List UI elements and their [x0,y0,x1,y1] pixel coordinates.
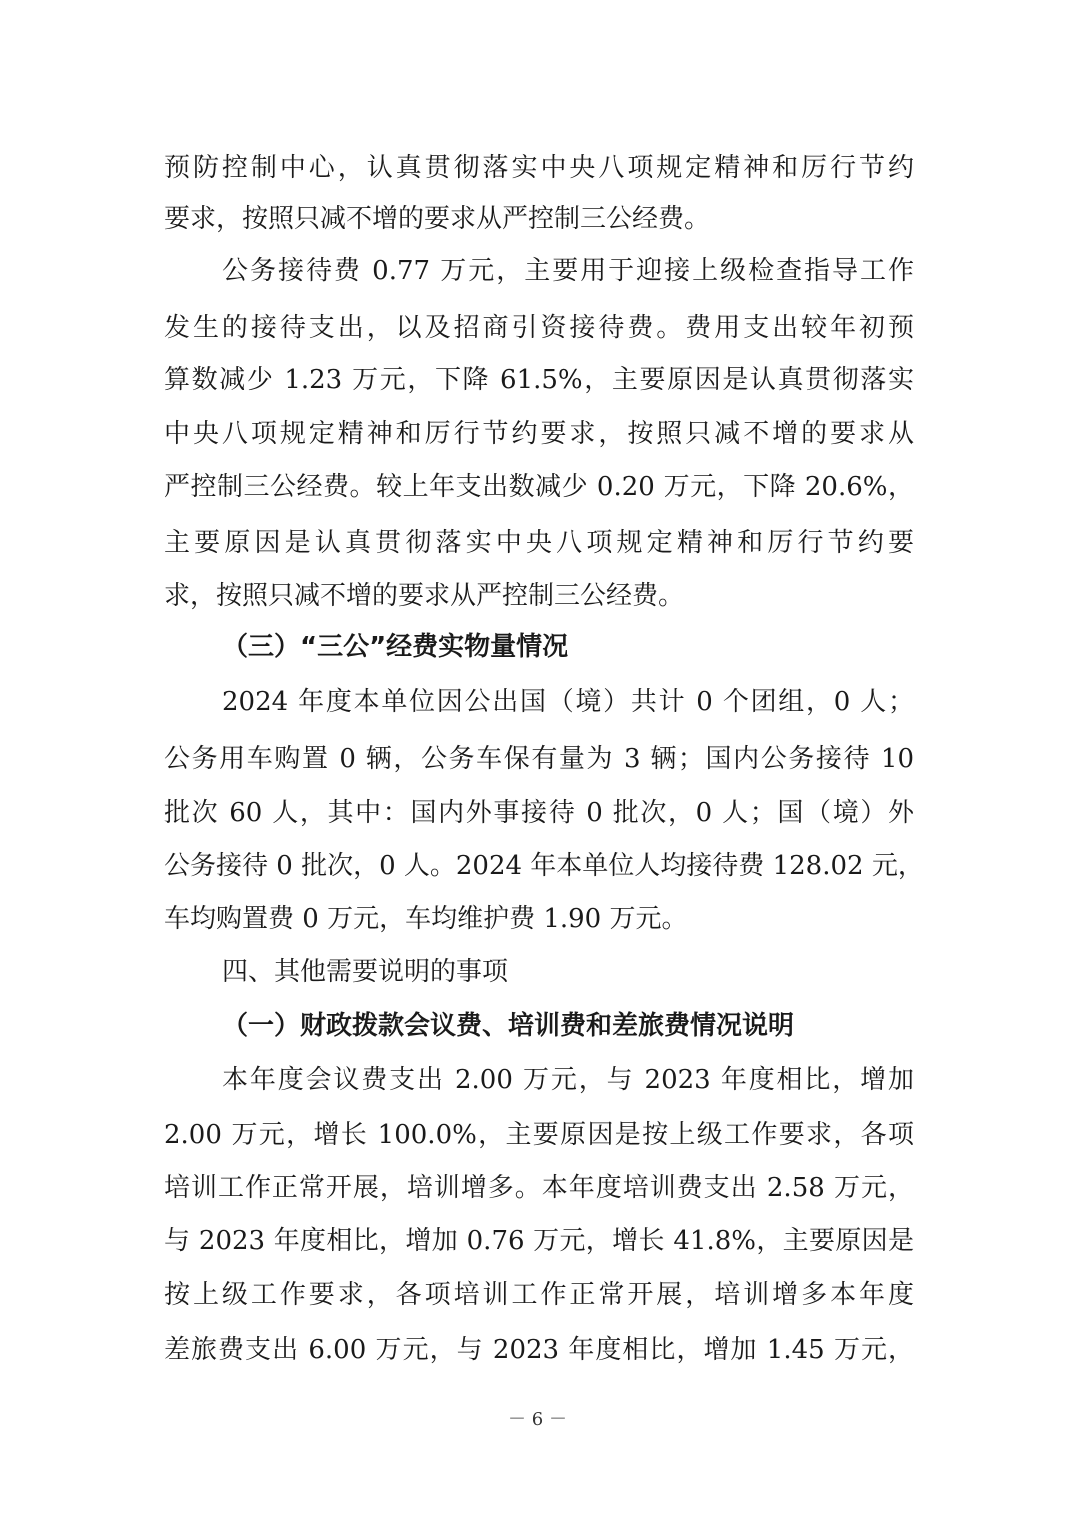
body-text-line: 严控制三公经费。较上年支出数减少 0.20 万元，下降 20.6%， [164,472,914,502]
body-text-line: 车均购置费 0 万元，车均维护费 1.90 万元。 [164,904,688,934]
body-text-line: 批次 60 人，其中：国内外事接待 0 批次，0 人；国（境）外 [164,798,914,828]
body-text-line: 预防控制中心，认真贯彻落实中央八项规定精神和厉行节约 [164,153,914,183]
body-text-line: 中央八项规定精神和厉行节约要求，按照只减不增的要求从 [164,419,914,449]
body-text-line: 求，按照只减不增的要求从严控制三公经费。 [164,581,685,611]
body-text-line: 公务用车购置 0 辆，公务车保有量为 3 辆；国内公务接待 10 [164,744,914,774]
section-heading: 四、其他需要说明的事项 [222,957,509,987]
section-heading: （一）财政拨款会议费、培训费和差旅费情况说明 [222,1011,795,1041]
body-text-line: 算数减少 1.23 万元，下降 61.5%，主要原因是认真贯彻落实 [164,365,914,395]
body-text-line: 2024 年度本单位因公出国（境）共计 0 个团组，0 人； [222,687,914,717]
page-number: － 6 － [508,1409,567,1430]
section-heading: （三）“三公”经费实物量情况 [222,632,569,662]
body-text-line: 培训工作正常开展，培训增多。本年度培训费支出 2.58 万元， [164,1173,914,1203]
body-text-line: 2.00 万元，增长 100.0%，主要原因是按上级工作要求，各项 [164,1120,914,1150]
body-text-line: 本年度会议费支出 2.00 万元，与 2023 年度相比，增加 [222,1065,914,1095]
body-text-line: 要求，按照只减不增的要求从严控制三公经费。 [164,204,711,234]
body-text-line: 发生的接待支出，以及招商引资接待费。费用支出较年初预 [164,313,914,343]
body-text-line: 公务接待 0 批次，0 人。2024 年本单位人均接待费 128.02 元， [164,851,924,881]
body-text-line: 差旅费支出 6.00 万元，与 2023 年度相比，增加 1.45 万元， [164,1335,914,1365]
body-text-line: 按上级工作要求，各项培训工作正常开展，培训增多本年度 [164,1280,914,1310]
body-text-line: 主要原因是认真贯彻落实中央八项规定精神和厉行节约要 [164,528,914,558]
body-text-line: 公务接待费 0.77 万元，主要用于迎接上级检查指导工作 [222,256,914,286]
body-text-line: 与 2023 年度相比，增加 0.76 万元，增长 41.8%，主要原因是 [164,1226,914,1256]
